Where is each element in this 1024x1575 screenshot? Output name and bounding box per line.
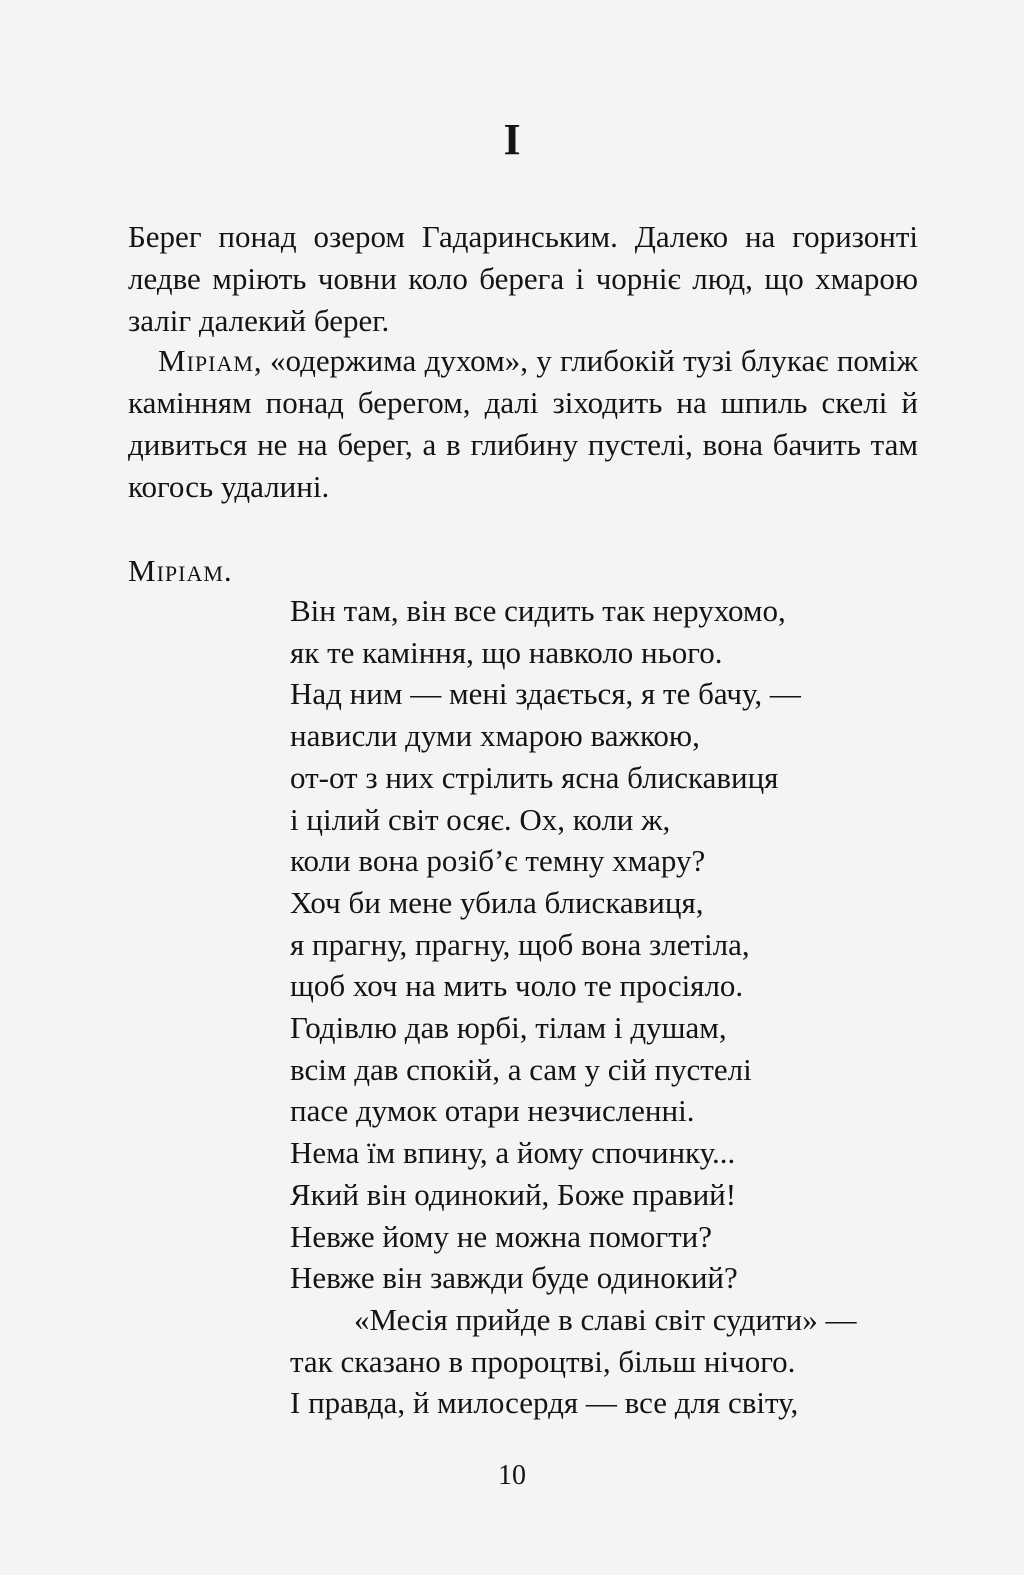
verse-line: Який він одинокий, Боже правий! bbox=[290, 1176, 737, 1212]
verse-line: я прагну, прагну, щоб вона злетіла, bbox=[290, 926, 750, 962]
verse-line: як те каміння, що навколо нього. bbox=[290, 634, 723, 670]
verse-line: Невже він завжди буде одинокий? bbox=[290, 1260, 738, 1296]
verse-line: коли вона розіб’є темну хмару? bbox=[290, 843, 706, 879]
speaker-name: Міріам bbox=[158, 343, 254, 378]
verse-line: Годівлю дав юрбі, тілам і душам, bbox=[290, 1010, 727, 1046]
verse-line: щоб хоч на мить чоло те просіяло. bbox=[290, 968, 744, 1004]
verse-line: Невже йому не можна помогти? bbox=[290, 1218, 712, 1254]
stage-direction-paragraph: Берег понад озером Гадаринським. Далеко на горизонті ледве мріють човни коло берега і чорніє люд, що хмарою заліг далекий берег. bbox=[128, 219, 918, 338]
stage-direction-text: , «одержима духом», у глибокій тузі блукає поміж камінням понад берегом, далі зіходить на шпиль скелі й дивиться не на берег, а в глибину пустелі, вона бачить там когось удалині. bbox=[128, 343, 918, 504]
verse-line: от-от з них стрілить ясна блискавиця bbox=[290, 759, 779, 795]
verse-block bbox=[290, 590, 856, 1424]
verse-line: Нема їм впину, а йому спочинку... bbox=[290, 1135, 736, 1171]
page-number: 10 bbox=[498, 1460, 526, 1491]
speaker-heading: Міріам. bbox=[128, 553, 233, 588]
verse-line: так сказано в пророцтві, більш нічого. bbox=[290, 1343, 796, 1379]
verse-line: всім дав спокій, а сам у сій пустелі bbox=[290, 1051, 752, 1087]
verse-line: «Месія прийде в славі світ судити» — bbox=[354, 1301, 857, 1337]
verse-line: і цілий світ осяє. Ох, коли ж, bbox=[290, 801, 671, 837]
verse-line: Він там, він все сидить так нерухомо, bbox=[290, 593, 786, 628]
verse-line: Хоч би мене убила блискавиця, bbox=[290, 884, 704, 920]
verse-line: І правда, й милосердя — все для світу, bbox=[290, 1385, 799, 1421]
verse-line: нависли думи хмарою важкою, bbox=[290, 718, 700, 754]
act-number: I bbox=[503, 115, 521, 164]
verse-line: пасе думок отари незчисленні. bbox=[290, 1093, 695, 1129]
stage-direction-paragraph bbox=[128, 340, 918, 508]
verse-line: Над ним — мені здається, я те бачу, — bbox=[290, 676, 801, 712]
